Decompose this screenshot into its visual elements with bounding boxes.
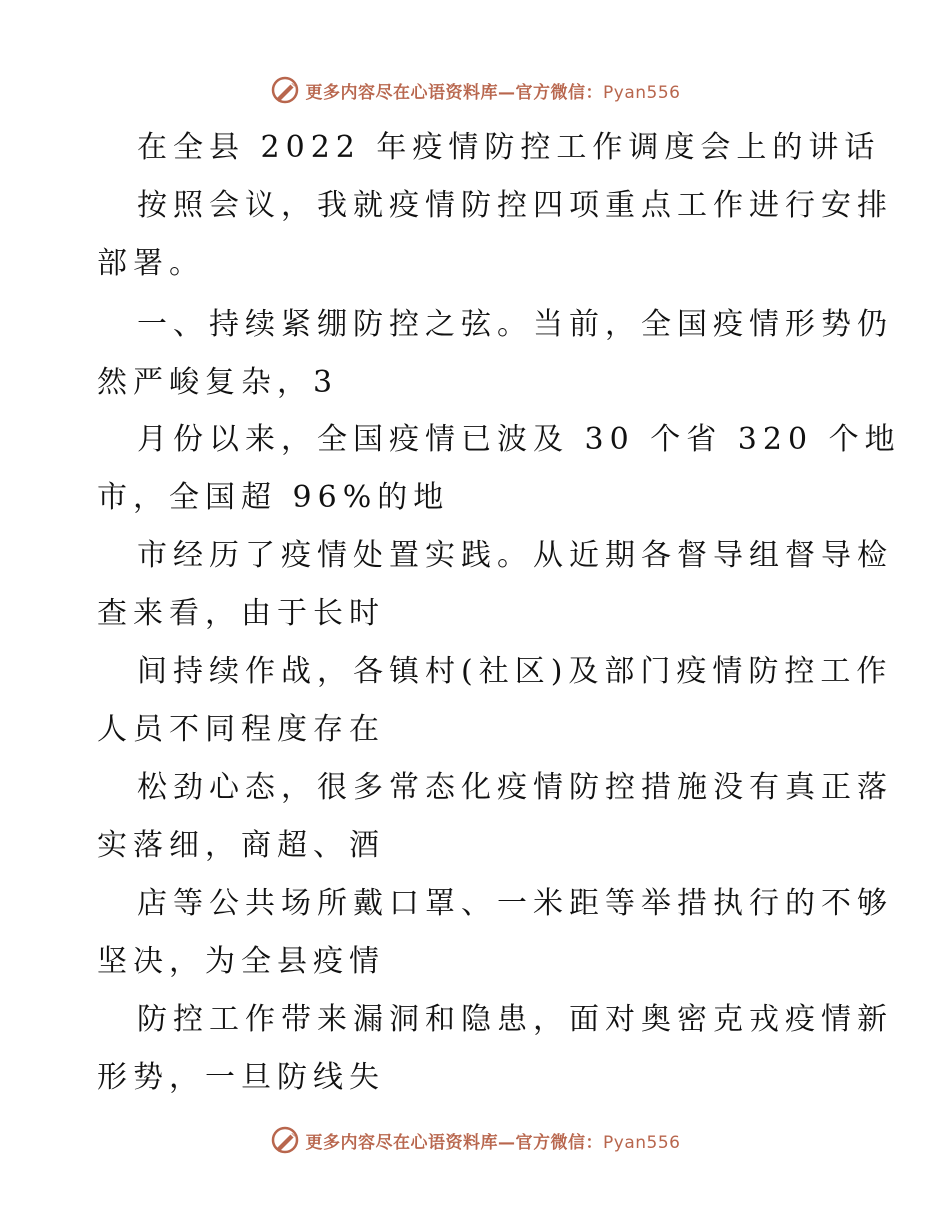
paragraph-line: 形势，一旦防线失 — [97, 1060, 385, 1095]
paragraph-line: 月份以来，全国疫情已波及 30 个省 320 个地 — [137, 422, 901, 457]
watermark-footer — [0, 1122, 950, 1158]
paragraph-line: 店等公共场所戴口罩、一米距等举措执行的不够 — [137, 886, 893, 921]
paragraph-line: 防控工作带来漏洞和隐患，面对奥密克戎疫情新 — [137, 1002, 893, 1037]
paragraph-line: 然严峻复杂，3 — [97, 365, 339, 400]
paragraph-line: 实落细，商超、酒 — [97, 828, 385, 863]
paragraph-line: 市，全国超 96%的地 — [97, 480, 450, 515]
paragraph-line: 松劲心态，很多常态化疫情防控措施没有真正落 — [137, 770, 893, 805]
paragraph-line: 按照会议，我就疫情防控四项重点工作进行安排 — [137, 188, 893, 223]
paragraph-line: 间持续作战，各镇村(社区)及部门疫情防控工作 — [137, 654, 893, 689]
paragraph-line: 市经历了疫情处置实践。从近期各督导组督导检 — [137, 538, 893, 573]
paragraph-line: 部署。 — [97, 246, 205, 281]
paragraph-line: 查来看，由于长时 — [97, 596, 385, 631]
paragraph-line: 一、持续紧绷防控之弦。当前，全国疫情形势仍 — [137, 307, 893, 342]
paragraph-line: 坚决，为全县疫情 — [97, 944, 385, 979]
watermark-header — [0, 72, 950, 108]
quill-pen-seal-icon — [270, 75, 300, 105]
paragraph-line: 人员不同程度存在 — [97, 712, 385, 747]
quill-pen-seal-icon — [270, 1125, 300, 1155]
watermark-text: 更多内容尽在心语资料库—官方微信：Pyan556 — [305, 82, 681, 103]
document-title: 在全县 2022 年疫情防控工作调度会上的讲话 — [137, 130, 881, 165]
watermark-text: 更多内容尽在心语资料库—官方微信：Pyan556 — [305, 1132, 681, 1153]
